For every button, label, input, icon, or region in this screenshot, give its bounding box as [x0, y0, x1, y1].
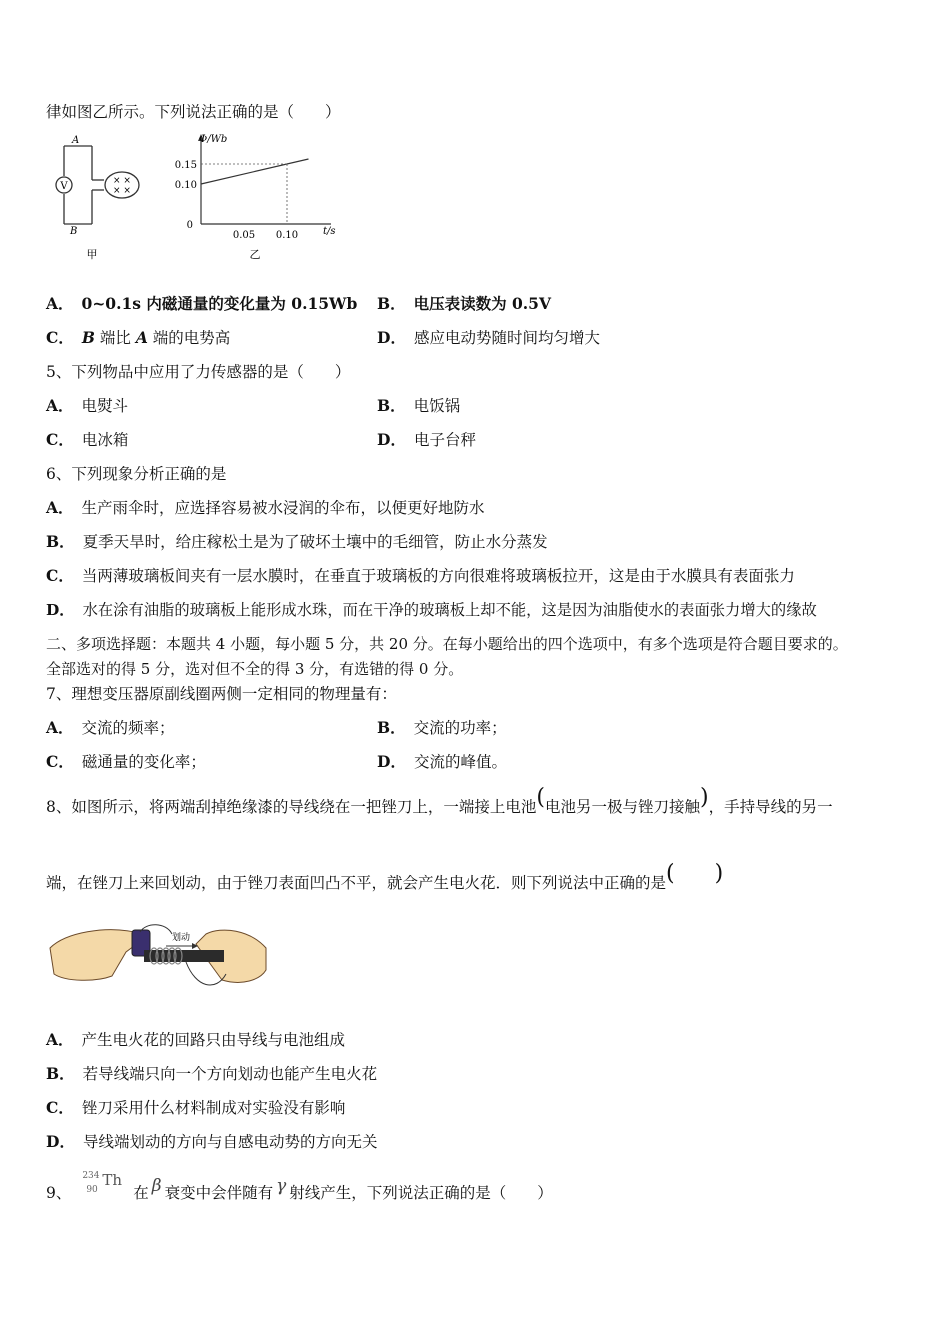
q8-option-d[interactable]: D． 导线端划动的方向与自感电动势的方向无关 [46, 1132, 378, 1151]
y-tick-label: 0.15 [174, 160, 197, 171]
q7-stem: 7、理想变压器原副线圈两侧一定相同的物理量有： [46, 685, 397, 703]
q7-option-b[interactable]: B． 交流的功率； [377, 718, 507, 737]
beta-symbol: β [151, 1176, 162, 1196]
q4-option-c[interactable]: C． B 端比 A 端的电势高 [46, 328, 231, 347]
q6-option-d[interactable]: D． 水在涂有油脂的玻璃板上能形成水珠，而在干净的玻璃板上却不能，这是因为油脂使水的表面张力增大的缘故 [46, 601, 817, 619]
q8-option-c[interactable]: C． 锉刀采用什么材料制成对实验没有影响 [46, 1098, 346, 1117]
q4-option-a[interactable]: A． 0~0.1s 内磁通量的变化量为 0.15Wb [46, 294, 358, 313]
x-axis-label: t/s [323, 226, 336, 237]
q7-option-a[interactable]: A． 交流的频率； [46, 718, 175, 737]
q6-option-a[interactable]: A． 生产雨伞时，应选择容易被水浸润的伞布，以便更好地防水 [46, 498, 485, 517]
q5-option-b[interactable]: B． 电饭锅 [377, 396, 461, 415]
q5-option-c[interactable]: C． 电冰箱 [46, 430, 129, 449]
answer-paren-close: ) [714, 861, 724, 886]
flux-graph [165, 128, 345, 262]
file-coil-figure [46, 918, 270, 996]
q6-stem: 6、下列现象分析正确的是 [46, 465, 227, 483]
paren-open: ( [536, 785, 545, 810]
x-tick-label: 0.10 [275, 230, 299, 241]
element-symbol: Th [102, 1171, 122, 1189]
q5-option-a[interactable]: A． 电熨斗 [46, 396, 129, 415]
left-hand-icon [50, 930, 142, 981]
circuit-figure [46, 134, 146, 262]
figure-label-huadong: 划动 [172, 933, 191, 943]
caption-jia: 甲 [86, 248, 98, 261]
section2-line1: 二、多项选择题：本题共 4 小题，每小题 5 分，共 20 分。在每小题给出的四个选项中，有多个选项是符合题目要求的。 [46, 635, 848, 653]
q8-option-b[interactable]: B． 若导线端只向一个方向划动也能产生电火花 [46, 1064, 378, 1083]
voltmeter-label: V [60, 181, 68, 192]
label-b: B [70, 226, 78, 237]
q4-option-b[interactable]: B． 电压表读数为 0.5V [377, 294, 551, 313]
q7-option-c[interactable]: C． 磁通量的变化率； [46, 752, 206, 771]
y-tick-label: 0.10 [174, 180, 197, 191]
q6-option-b[interactable]: B． 夏季天旱时，给庄稼松土是为了破坏土壤中的毛细管，防止水分蒸发 [46, 532, 548, 551]
mass-number: 234 [82, 1171, 100, 1181]
answer-paren-open: ( [666, 861, 675, 886]
q8-stem-line1: 8、如图所示，将两端刮掉绝缘漆的导线绕在一把锉刀上，一端接上电池(电池另一极与锉刀接触)，手持导线的另一 [46, 785, 833, 816]
origin-label: 0 [186, 220, 193, 231]
q5-option-d[interactable]: D． 电子台秤 [377, 430, 476, 449]
caption-yi: 乙 [249, 248, 261, 261]
q4-option-d[interactable]: D． 感应电动势随时间均匀增大 [377, 328, 600, 347]
q8-stem-line2: 端，在锉刀上来回划动，由于锉刀表面凹凸不平，就会产生电火花．则下列说法中正确的是( ) [46, 861, 724, 892]
q9-stem: 9、 234 90 Th 在 β 衰变中会伴随有 γ 射线产生，下列说法正确的是（ ） [46, 1178, 553, 1203]
q6-option-c[interactable]: C． 当两薄玻璃板间夹有一层水膜时，在垂直于玻璃板的方向很难将玻璃板拉开，这是由于水膜具有表面张力 [46, 566, 795, 585]
q5-stem: 5、下列物品中应用了力传感器的是（ ） [46, 363, 351, 381]
label-a: A [72, 135, 80, 146]
atomic-number: 90 [86, 1185, 98, 1195]
flux-line [201, 159, 309, 184]
q4-stem: 律如图乙所示。下列说法正确的是（ ） [46, 103, 341, 121]
gamma-symbol: γ [276, 1176, 287, 1196]
thorium-isotope [82, 1171, 128, 1198]
paren-close: ) [699, 785, 709, 810]
x-tick-label: 0.05 [232, 230, 256, 241]
y-axis-label: Φ/Wb [199, 134, 228, 145]
coil-field-marks-1: × × [113, 176, 131, 186]
q8-option-a[interactable]: A． 产生电火花的回路只由导线与电池组成 [46, 1030, 346, 1049]
q7-option-d[interactable]: D． 交流的峰值。 [377, 752, 507, 771]
section2-line2: 全部选对的得 5 分，选对但不全的得 3 分，有选错的得 0 分。 [46, 660, 464, 678]
coil-field-marks-2: × × [113, 186, 131, 196]
